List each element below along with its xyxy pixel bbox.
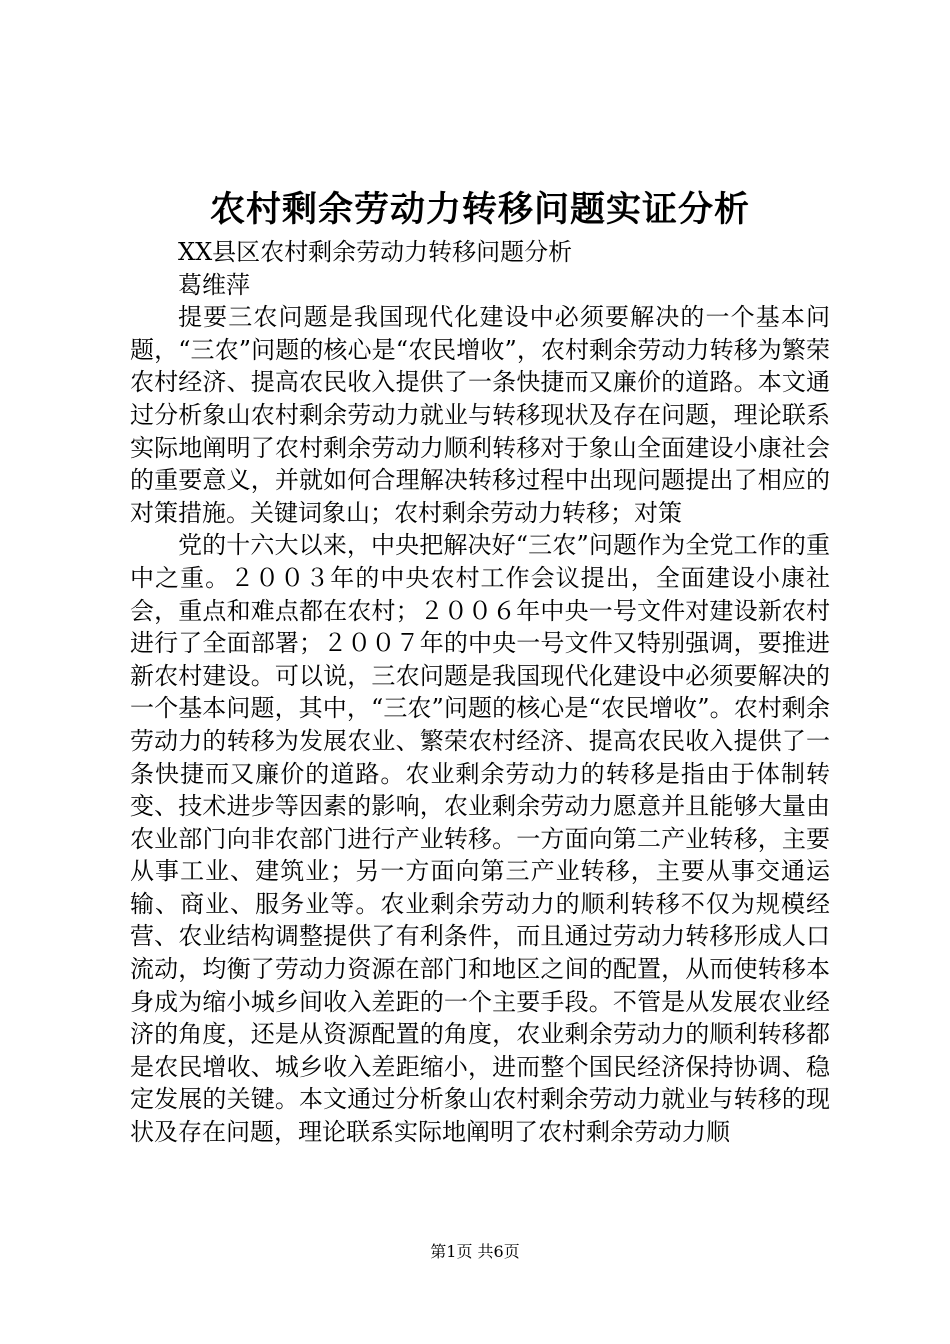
document-title: 农村剩余劳动力转移问题实证分析 [209,189,750,230]
paragraph-abstract: 提要三农问题是我国现代化建设中必须要解决的一个基本问题，“三农”问题的核心是“农民增收”，农村剩余劳动力转移为繁荣农村经济、提高农民收入提供了一条快捷而又廉价的道路。本文通过分析象山农村剩余劳动力就业与转移现状及存在问题，理论联系实际地阐明了农村剩余劳动力顺利转移对于象山全面建设小康社会的重要意义，并就如何合理解决转移过程中出现问题提出了相应的对策措施。关键词象山；农村剩余劳动力转移；对策 [130,303,830,527]
document-author: 葛维萍 [178,270,250,299]
paragraph-intro: 党的十六大以来，中央把解决好“三农”问题作为全党工作的重中之重。２００３年的中央农村工作会议提出，全面建设小康社会，重点和难点都在农村；２００６年中央一号文件对建设新农村进行了全面部署；２００７年的中央一号文件又特别强调，要推进新农村建设。可以说，三农问题是我国现代化建设中必须要解决的一个基本问题，其中，“三农”问题的核心是“农民增收”。农村剩余劳动力的转移为发展农业、繁荣农村经济、提高农民收入提供了一条快捷而又廉价的道路。农业剩余劳动力的转移是指由于体制转变、技术进步等因素的影响，农业剩余劳动力愿意并且能够大量由农业部门向非农部门进行产业转移。一方面向第二产业转移，主要从事工业、建筑业；另一方面向第三产业转移，主要从事交通运输、商业、服务业等。农业剩余劳动力的顺利转移不仅为规模经营、农业结构调整提供了有利条件，而且通过劳动力转移形成人口流动，均衡了劳动力资源在部门和地区之间的配置，从而使转移本身成为缩小城乡间收入差距的一个主要手段。不管是从发展农业经济的角度，还是从资源配置的角度，农业剩余劳动力的顺利转移都是农民增收、城乡收入差距缩小，进而整个国民经济保持协调、稳定发展的关键。本文通过分析象山农村剩余劳动力就业与转移的现状及存在问题，理论联系实际地阐明了农村剩余劳动力顺 [130,531,830,1147]
document-body [130,236,830,1149]
document-subtitle: XX县区农村剩余劳动力转移问题分析 [178,238,573,266]
page-number-footer: 第1页 共6页 [430,1242,520,1261]
